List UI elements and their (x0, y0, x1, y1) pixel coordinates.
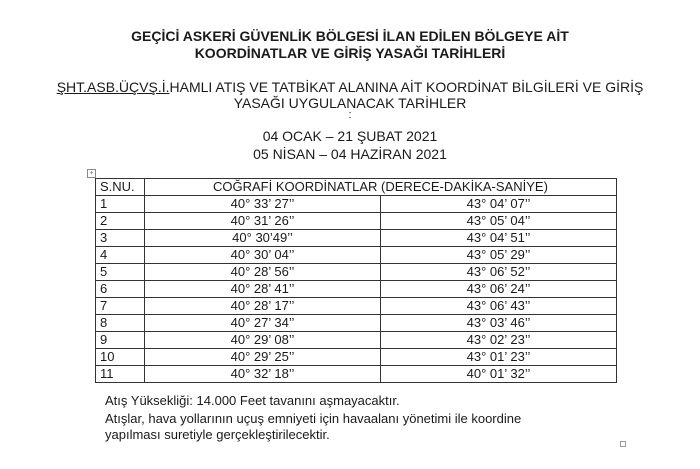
table-row (96, 281, 617, 298)
longitude-cell: 43° 02’ 23’’ (381, 332, 617, 349)
latitude-cell: 40° 28’ 41’’ (144, 281, 380, 298)
latitude-cell: 40° 27’ 34’’ (144, 315, 380, 332)
longitude-cell: 43° 04’ 07’’ (381, 196, 617, 213)
longitude-cell: 43° 03’ 46’’ (381, 315, 617, 332)
latitude-cell: 40° 31’ 26’’ (144, 213, 380, 230)
longitude-cell: 43° 05’ 29’’ (381, 247, 617, 264)
table-row (96, 247, 617, 264)
longitude-cell: 43° 06’ 24’’ (381, 281, 617, 298)
longitude-cell: 43° 04’ 51’’ (381, 230, 617, 247)
sn-cell: 5 (96, 264, 145, 281)
latitude-cell: 40° 29’ 08’’ (144, 332, 380, 349)
table-row (96, 230, 617, 247)
sn-cell: 6 (96, 281, 145, 298)
sn-cell: 8 (96, 315, 145, 332)
move-handle-icon[interactable]: + (87, 169, 96, 178)
subtitle-prefix: ŞHT.ASB.ÜÇVŞ.İ. (56, 79, 170, 95)
latitude-cell: 40° 29’ 25’’ (144, 349, 380, 366)
column-header-coordinates: COĞRAFİ KOORDİNATLAR (DERECE-DAKİKA-SANİYE) (144, 179, 616, 196)
subtitle-line-1-rest: HAMLI ATIŞ VE TATBİKAT ALANINA AİT KOORDİNAT BİLGİLERİ VE GİRİŞ (169, 79, 644, 95)
sn-cell: 10 (96, 349, 145, 366)
table-row (96, 213, 617, 230)
latitude-cell: 40° 30’ 04’’ (144, 247, 380, 264)
table-header-row (96, 179, 617, 196)
sn-cell: 3 (96, 230, 145, 247)
table-row (96, 264, 617, 281)
latitude-cell: 40° 28’ 17’’ (144, 298, 380, 315)
latitude-cell: 40° 30’49’’ (144, 230, 380, 247)
sn-cell: 9 (96, 332, 145, 349)
sn-cell: 7 (96, 298, 145, 315)
document-title-line-2: KOORDİNATLAR VE GİRİŞ YASAĞI TARİHLERİ (194, 45, 506, 61)
notes (105, 393, 625, 443)
coordinates-table (95, 178, 617, 383)
coordination-note-line-2: yapılması suretiyle gerçekleştirilecektir. (105, 427, 330, 442)
sn-cell: 4 (96, 247, 145, 264)
longitude-cell: 43° 06’ 43’’ (381, 298, 617, 315)
date-range-1: 04 OCAK – 21 ŞUBAT 2021 (262, 128, 438, 144)
sn-cell: 2 (96, 213, 145, 230)
table-row (96, 332, 617, 349)
altitude-note: Atış Yüksekliği: 14.000 Feet tavanını aşmayacaktır. (105, 393, 400, 408)
longitude-cell: 43° 01’ 23’’ (381, 349, 617, 366)
table-row (96, 196, 617, 213)
end-mark (620, 441, 626, 447)
latitude-cell: 40° 28’ 56’’ (144, 264, 380, 281)
table-row (96, 298, 617, 315)
coordination-note-line-1: Atışlar, hava yollarının uçuş emniyeti için havaalanı yönetimi ile koordine (105, 411, 522, 426)
date-range-2: 05 NİSAN – 04 HAZİRAN 2021 (253, 146, 447, 162)
subtitle-colon: : (348, 109, 352, 121)
longitude-cell: 43° 05’ 04’’ (381, 213, 617, 230)
table-row (96, 315, 617, 332)
longitude-cell: 43° 06’ 52’’ (381, 264, 617, 281)
table-row (96, 366, 617, 383)
subtitle-line-2: YASAĞI UYGULANACAK TARİHLER (233, 95, 467, 111)
document-title-line-1: GEÇİCİ ASKERİ GÜVENLİK BÖLGESİ İLAN EDİLEN BÖLGEYE AİT (131, 28, 569, 44)
column-header-sn: S.NU. (96, 179, 145, 196)
latitude-cell: 40° 33’ 27’’ (144, 196, 380, 213)
table-row (96, 349, 617, 366)
longitude-cell: 40° 01’ 32’’ (381, 366, 617, 383)
sn-cell: 1 (96, 196, 145, 213)
sn-cell: 11 (96, 366, 145, 383)
latitude-cell: 40° 32’ 18’’ (144, 366, 380, 383)
